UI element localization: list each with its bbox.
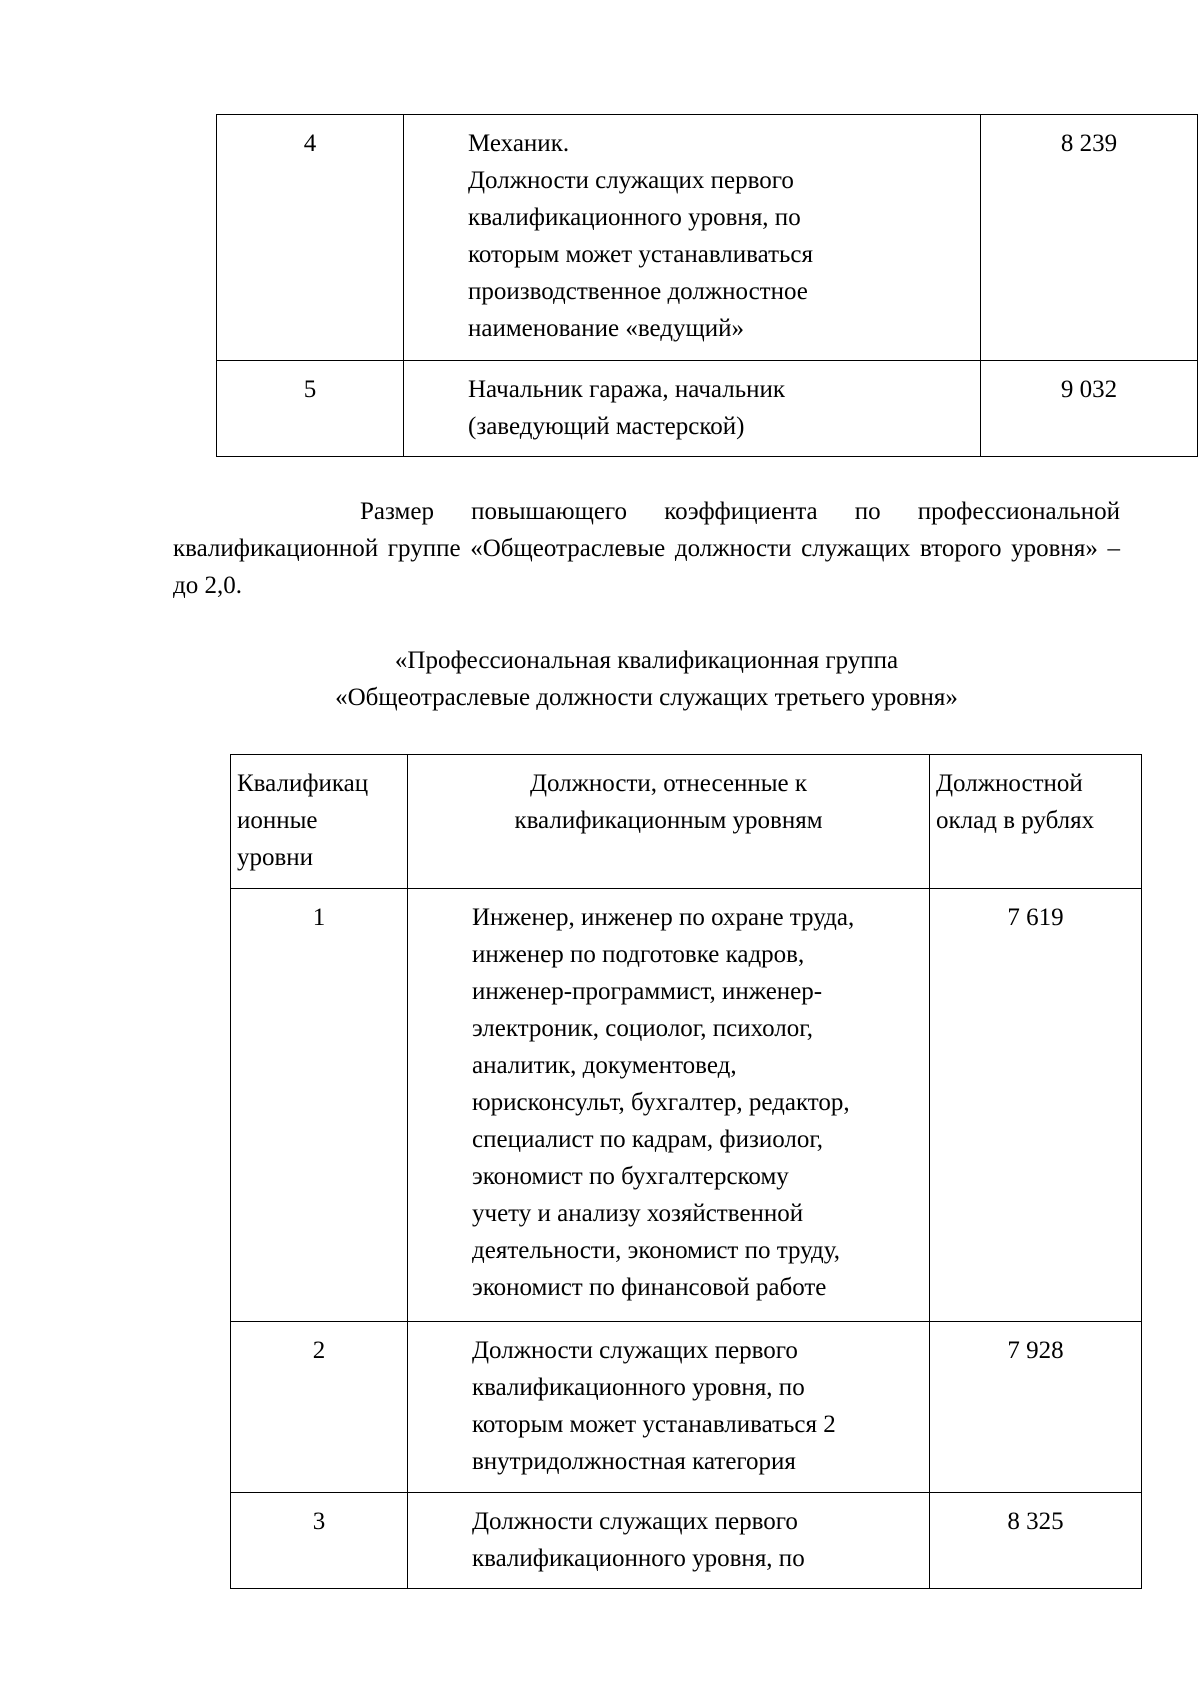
position-line: экономист по бухгалтерскому: [472, 1163, 789, 1190]
position-line: деятельности, экономист по труду,: [472, 1237, 841, 1264]
position-line: квалификационного уровня, по: [472, 1545, 805, 1572]
position-line: специалист по кадрам, физиолог,: [472, 1126, 824, 1153]
table-header-row: [231, 755, 1142, 889]
salary-value: 7 619: [1007, 904, 1064, 931]
header-levels: [231, 755, 408, 889]
header-text: уровни: [237, 844, 314, 871]
header-text: квалификационным уровням: [514, 807, 823, 834]
table-row: [231, 1493, 1142, 1589]
position-line: юрисконсульт, бухгалтер, редактор,: [472, 1089, 850, 1116]
salary-cell: [981, 361, 1198, 457]
header-text: ионные: [237, 807, 318, 834]
coefficient-paragraph: [173, 493, 1120, 604]
header-positions: [408, 755, 930, 889]
position-line: квалификационного уровня, по: [472, 1374, 805, 1401]
header-text: Должности, отнесенные к: [529, 770, 808, 797]
position-line: экономист по финансовой работе: [472, 1274, 827, 1301]
position-line: аналитик, документовед,: [472, 1052, 737, 1079]
group-title: [173, 642, 1120, 716]
group-title-line-2: «Общеотраслевые должности служащих третьего уровня»: [335, 684, 958, 711]
header-salary: [930, 755, 1142, 889]
positions-cell: [404, 115, 981, 361]
salary-value: 7 928: [1007, 1337, 1064, 1364]
salary-cell: [930, 1322, 1142, 1493]
header-text: Квалификац: [237, 770, 369, 797]
level-value: 3: [312, 1508, 326, 1535]
level-value: 5: [303, 376, 317, 403]
table-row: [217, 361, 1198, 457]
level-value: 2: [312, 1337, 326, 1364]
header-text: оклад в рублях: [936, 807, 1095, 834]
salary-cell: [930, 1493, 1142, 1589]
position-line: учету и анализу хозяйственной: [472, 1200, 804, 1227]
level-value: 4: [303, 130, 317, 157]
level-cell: [217, 115, 404, 361]
position-line: внутридолжностная категория: [472, 1448, 796, 1475]
salary-value: 8 325: [1007, 1508, 1064, 1535]
header-text: Должностной: [936, 770, 1083, 797]
positions-cell: [408, 1322, 930, 1493]
qualification-table: [230, 754, 1142, 1589]
salary-cell: [981, 115, 1198, 361]
group-title-line-1: «Профессиональная квалификационная группа: [394, 647, 899, 674]
table-continuation: [216, 114, 1198, 457]
position-line: наименование «ведущий»: [468, 315, 744, 342]
position-line: которым может устанавливаться 2: [472, 1411, 836, 1438]
positions-cell: [408, 1493, 930, 1589]
position-line: инженер по подготовке кадров,: [472, 941, 805, 968]
level-cell: [231, 1493, 408, 1589]
position-line: Должности служащих первого: [472, 1508, 798, 1535]
position-line: квалификационного уровня, по: [468, 204, 801, 231]
salary-value: 9 032: [1060, 376, 1118, 403]
position-line: Должности служащих первого: [468, 167, 794, 194]
level-cell: [217, 361, 404, 457]
position-line: Механик.: [468, 130, 570, 157]
position-line: электроник, социолог, психолог,: [472, 1015, 813, 1042]
table-row: [217, 115, 1198, 361]
positions-cell: [408, 889, 930, 1322]
salary-cell: [930, 889, 1142, 1322]
table-row: [231, 889, 1142, 1322]
level-cell: [231, 1322, 408, 1493]
position-line: (заведующий мастерской): [468, 413, 745, 440]
position-line: Должности служащих первого: [472, 1337, 798, 1364]
level-cell: [231, 889, 408, 1322]
table-row: [231, 1322, 1142, 1493]
position-line: которым может устанавливаться: [468, 241, 813, 268]
position-line: инженер-программист, инженер-: [472, 978, 823, 1005]
position-line: Начальник гаража, начальник: [468, 376, 786, 403]
position-line: Инженер, инженер по охране труда,: [472, 904, 855, 931]
salary-value: 8 239: [1060, 130, 1118, 157]
position-line: производственное должностное: [468, 278, 808, 305]
paragraph-text: Размер повышающего коэффициента по профессиональной квалификационной группе «Общеотраслевые должности служащих второго уровня» – до 2,0.: [173, 498, 1120, 599]
positions-cell: [404, 361, 981, 457]
level-value: 1: [312, 904, 326, 931]
